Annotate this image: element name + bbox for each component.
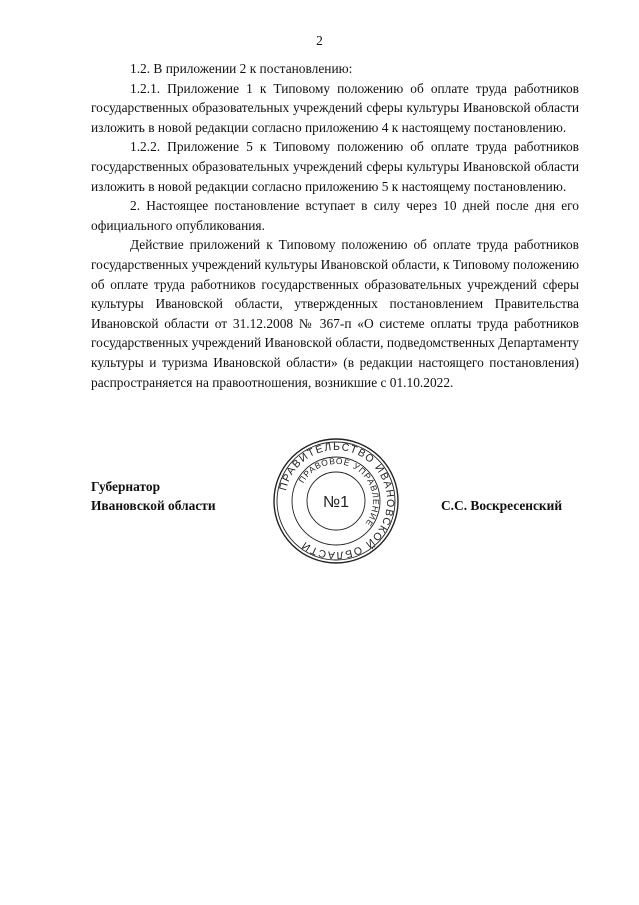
official-stamp <box>271 436 401 566</box>
stamp-inner-text: ПРАВОВОЕ УПРАВЛЕНИЕ <box>296 455 382 529</box>
page-number: 2 <box>316 33 323 48</box>
paragraph-effect: Действие приложений к Типовому положению об оплате труда работников государственных учреждений культуры Ивановской области, к Типовому положению об оплате труда работников государственных образовательных учреждений сферы культуры Ивановской области, утвержденных постановлением Правительства Ивановской области от 31.12.2008 № 367-п «О системе оплаты труда работников государственных учреждений Ивановской области, подведомственных Департаменту культуры и туризма Ивановской области» (в редакции настоящего постановления) распространяется на правоотношения, возникшие с 01.10.2022. <box>91 237 579 390</box>
stamp-number: №1 <box>322 494 350 511</box>
paragraph-1-2: 1.2. В приложении 2 к постановлению: <box>130 61 353 76</box>
signatory-position-line2: Ивановской области <box>91 498 216 513</box>
document-body <box>91 59 579 392</box>
paragraph-1-2-1: 1.2.1. Приложение 1 к Типовому положению об оплате труда работников государственных образовательных учреждений сферы культуры Ивановской области изложить в новой редакции согласно приложению 4 к настоящему постановлению. <box>91 80 579 135</box>
paragraph-2: 2. Настоящее постановление вступает в силу через 10 дней после дня его официального опубликования. <box>91 198 579 233</box>
signatory-position <box>91 477 216 515</box>
paragraph-1-2-2: 1.2.2. Приложение 5 к Типовому положению об оплате труда работников государственных образовательных учреждений сферы культуры Ивановской области изложить в новой редакции согласно приложению 5 к настоящему постановлению. <box>91 139 579 194</box>
signatory-name: С.С. Воскресенский <box>441 498 563 513</box>
stamp-outer-text: ПРАВИТЕЛЬСТВО ИВАНОВСКОЙ ОБЛАСТИ <box>277 440 397 562</box>
signatory-position-line1: Губернатор <box>91 479 161 494</box>
